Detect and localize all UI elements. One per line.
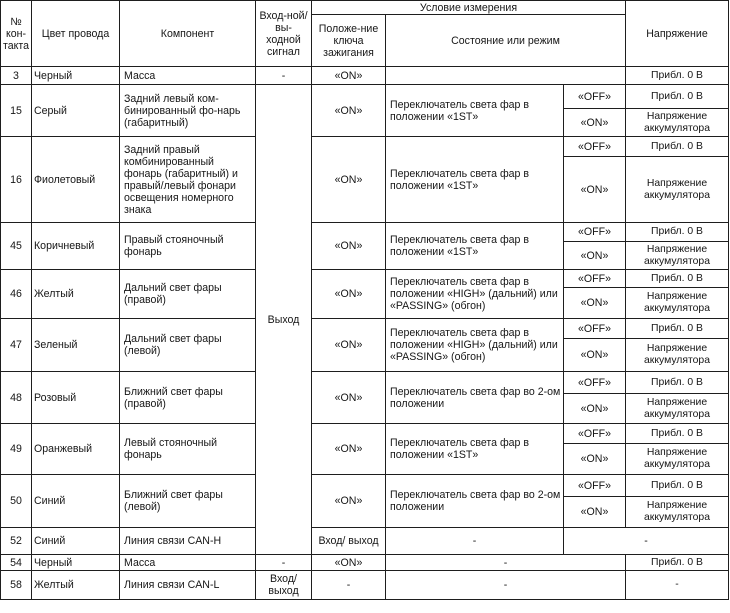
ignition-position: «ON» [312, 424, 386, 475]
voltage-value: Напряжение аккумулятора [626, 394, 729, 424]
pin-number: 46 [1, 270, 32, 319]
component-name: Задний правый комбинированный фонарь (габаритный) и правый/левый фонари освещения номерного знака [120, 137, 256, 223]
table-row [1, 67, 729, 85]
table-row [1, 372, 729, 394]
component-name: Задний левый ком-бинированный фо-нарь (габаритный) [120, 85, 256, 137]
voltage-value: Прибл. 0 В [626, 319, 729, 339]
wire-color: Желтый [32, 270, 120, 319]
ignition-position: - [386, 528, 564, 555]
table-row [1, 85, 729, 109]
pin-number: 3 [1, 67, 32, 85]
switch-on: «ON» [564, 339, 626, 372]
measurement-state: Переключатель света фар в положении «1ST» [386, 223, 564, 270]
voltage-value: Прибл. 0 В [626, 67, 729, 85]
pin-number: 16 [1, 137, 32, 223]
voltage-value: Напряжение аккумулятора [626, 444, 729, 475]
switch-on: «ON» [564, 157, 626, 223]
pin-number: 50 [1, 475, 32, 528]
switch-on: «ON» [564, 288, 626, 319]
header-ignition: Положе-ние ключа зажигания [312, 15, 386, 67]
ignition-position: «ON» [312, 67, 386, 85]
switch-off: «OFF» [564, 475, 626, 497]
table-row [1, 270, 729, 288]
ignition-position: «ON» [312, 137, 386, 223]
measurement-state: Переключатель света фар в положении «1ST» [386, 137, 564, 223]
component-name: Дальний свет фары (левой) [120, 319, 256, 372]
header-pin-no: № кон-такта [1, 1, 32, 67]
component-name: Масса [120, 67, 256, 85]
voltage-value: Напряжение аккумулятора [626, 242, 729, 270]
wire-color: Коричневый [32, 223, 120, 270]
pin-number: 58 [1, 571, 32, 600]
measurement-state: Переключатель света фар в положении «1ST» [386, 85, 564, 137]
voltage-value: Прибл. 0 В [626, 372, 729, 394]
voltage-value: Напряжение аккумулятора [626, 109, 729, 137]
pin-number: 54 [1, 555, 32, 571]
measurement-state: Переключатель света фар во 2-ом положении [386, 475, 564, 528]
voltage-value: Прибл. 0 В [626, 475, 729, 497]
component-name: Ближний свет фары (левой) [120, 475, 256, 528]
wire-color: Синий [32, 528, 120, 555]
measurement-state: - [564, 528, 729, 555]
switch-off: «OFF» [564, 270, 626, 288]
switch-off: «OFF» [564, 372, 626, 394]
component-name: Ближний свет фары (правой) [120, 372, 256, 424]
measurement-state: - [386, 555, 626, 571]
header-state: Состояние или режим [386, 15, 626, 67]
ignition-position: - [312, 571, 386, 600]
pin-number: 48 [1, 372, 32, 424]
measurement-state: Переключатель света фар в положении «HIGH» (дальний) или «PASSING» (обгон) [386, 319, 564, 372]
component-name: Дальний свет фары (правой) [120, 270, 256, 319]
table-row [1, 424, 729, 444]
pin-number: 49 [1, 424, 32, 475]
wire-color: Розовый [32, 372, 120, 424]
table-row [1, 223, 729, 242]
io-signal: Вход/ выход [256, 571, 312, 600]
voltage-value: Напряжение аккумулятора [626, 288, 729, 319]
io-signal: - [256, 67, 312, 85]
io-signal-output: Выход [256, 85, 312, 555]
table-row [1, 528, 729, 555]
wire-color: Серый [32, 85, 120, 137]
ignition-position: «ON» [312, 270, 386, 319]
voltage-value: Прибл. 0 В [626, 223, 729, 242]
switch-on: «ON» [564, 109, 626, 137]
measurement-state [386, 67, 626, 85]
voltage-value: Прибл. 0 В [626, 270, 729, 288]
measurement-state: - [386, 571, 626, 600]
switch-off: «OFF» [564, 137, 626, 157]
switch-off: «OFF» [564, 223, 626, 242]
table-row [1, 571, 729, 600]
wire-color: Зеленый [32, 319, 120, 372]
pin-number: 45 [1, 223, 32, 270]
component-name: Линия связи CAN-L [120, 571, 256, 600]
ignition-position: «ON» [312, 223, 386, 270]
switch-on: «ON» [564, 497, 626, 528]
measurement-state: Переключатель света фар в положении «HIGH» (дальний) или «PASSING» (обгон) [386, 270, 564, 319]
wire-color: Синий [32, 475, 120, 528]
ignition-position: «ON» [312, 475, 386, 528]
component-name: Линия связи CAN-H [120, 528, 256, 555]
voltage-value: Напряжение аккумулятора [626, 497, 729, 528]
header-condition: Условие измерения [312, 1, 626, 15]
pin-number: 15 [1, 85, 32, 137]
voltage-value: Прибл. 0 В [626, 85, 729, 109]
pin-number: 52 [1, 528, 32, 555]
voltage-value: Прибл. 0 В [626, 555, 729, 571]
table-row [1, 475, 729, 497]
table-row [1, 137, 729, 157]
header-voltage: Напряжение [626, 1, 729, 67]
component-name: Правый стояночный фонарь [120, 223, 256, 270]
switch-on: «ON» [564, 444, 626, 475]
switch-on: «ON» [564, 242, 626, 270]
voltage-value: Прибл. 0 В [626, 137, 729, 157]
header-component: Компонент [120, 1, 256, 67]
ignition-position: «ON» [312, 85, 386, 137]
wire-color: Фиолетовый [32, 137, 120, 223]
table-row [1, 555, 729, 571]
ignition-position: «ON» [312, 555, 386, 571]
component-name: Левый стояночный фонарь [120, 424, 256, 475]
component-name: Масса [120, 555, 256, 571]
voltage-value: Прибл. 0 В [626, 424, 729, 444]
ignition-position: «ON» [312, 372, 386, 424]
table-row [1, 319, 729, 339]
header-wire-color: Цвет провода [32, 1, 120, 67]
io-signal: Вход/ выход [312, 528, 386, 555]
voltage-value: Напряжение аккумулятора [626, 339, 729, 372]
switch-off: «OFF» [564, 319, 626, 339]
switch-off: «OFF» [564, 85, 626, 109]
pin-number: 47 [1, 319, 32, 372]
ignition-position: «ON» [312, 319, 386, 372]
header-io-signal: Вход-ной/вы-ходной сигнал [256, 1, 312, 67]
wire-color: Желтый [32, 571, 120, 600]
measurement-state: Переключатель света фар в положении «1ST» [386, 424, 564, 475]
switch-off: «OFF» [564, 424, 626, 444]
wire-color: Черный [32, 67, 120, 85]
voltage-value: - [626, 571, 729, 600]
voltage-value: Напряжение аккумулятора [626, 157, 729, 223]
wire-color: Оранжевый [32, 424, 120, 475]
switch-on: «ON» [564, 394, 626, 424]
measurement-state: Переключатель света фар во 2-ом положении [386, 372, 564, 424]
wire-color: Черный [32, 555, 120, 571]
io-signal: - [256, 555, 312, 571]
